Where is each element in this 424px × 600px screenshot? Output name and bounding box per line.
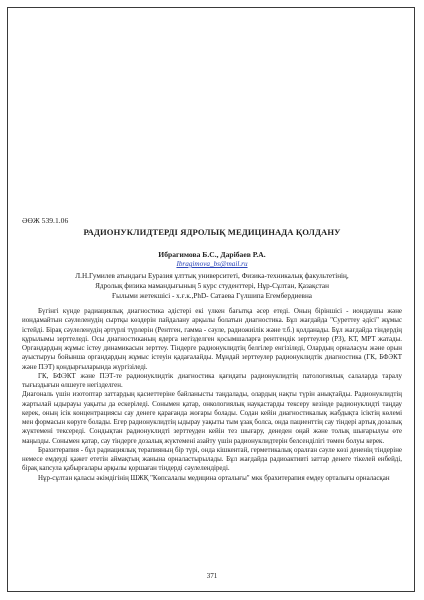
affiliation-university: Л.Н.Гумилев атындағы Еуразия ұлттық университеті, Физика-техникалық факультетінің, bbox=[75, 272, 349, 280]
paper-title: РАДИОНУКЛИДТЕРДІ ЯДРОЛЫҚ МЕДИЦИНАДА ҚОЛДАНУ bbox=[83, 227, 341, 237]
paragraph-brachytherapy: Брахитерапия - бұл радиациялық терапияның бір түрі, онда кішкентай, герметикалық оралған сәуле көзі дененің тіндеріне немесе емдеуді қажет ететін аймақтың жанына орналастырылады. Бұл жағдайда радиоактивті заттар денеге тікелей енбейді, бірақ капсула қабырғалары арқылы қоршаған тіндерді сәулелендіреді. bbox=[22, 445, 402, 473]
affiliation-supervisor: Ғылыми жетекшісі - х.ғ.к.,PhD- Сатаева Гүлшипа Егембердиевна bbox=[112, 292, 312, 300]
author-list: Ибрагимова Б.С., Дарібаев Р.А. bbox=[158, 250, 266, 259]
page-frame bbox=[7, 7, 415, 592]
paragraph-isotopes: Диагональ үшін изотоптар заттардың қасиеттеріне байланысты таңдалады, олардың нақты түрін анықтайды. Радионуклидтің жартылай ыдырауы уақыты да ескеріледі. Сонымен қатар, онкологиялық науқастарды тексеру кезінде радионуклидті таңдау керек, оның ісік концентрациясы сау денеге қарағанда жоғары болады. Содан кейін диагностикалық жабдықта ісіктің көлемі мен формасын көруге болады. Егер радионуклидтің ыдырау уақыты тым ұзақ болса, онда пациенттің сау тіндері артық дозалық жүктемені тексереді. Сондықтан радионуклидті зерттеуден кейін тез шығару, денеден оңай және толық шығарылуы өте маңызды. Сонымен қатар, сау тіндерге дозалық жүктемені азайту үшін радионуклидтерін белсенділігі төмен болуы керек. bbox=[22, 390, 402, 445]
paragraph-intro: Бүгінгі күнде радиациялық диагностика әдістері екі үлкен бағытқа әсер етеді. Оның біріншісі - иондаушы және иондамайтын сәулеленудің сыртқы көздерін пайдалану арқылы болатын диагностика. Бұл жағдайда "Суреттеу әдісі" жұмыс істейді. Бірақ сәулеленудің әртүрлі түрлерін (Рентген, гамма - сәуле, радиожиілік және т.б.) қолданады. Бұл жағдайда тіндердің құрылымы зерттеледі. Осы диагностиканың ядерга негізделген қосымшаларға рентгендік зерттеулер (РЗ), КТ, МРТ жатады. Органдардың жұмыс істеу динамикасын зерттеу. Тіндерге радионуклидтің белгілер енгізіледі, Олардың орналасуы және орын ауыстыруы бойынша органдардың жұмыс істеуін қадағалайды. Мұндай зерттеулер радионуклидтік диагностика (ГК, БФЭКТ және ПЭТ) қондырғыларында жүргізіледі. bbox=[22, 307, 402, 371]
author-email-link[interactable]: Ibragimova_bs@mail.ru bbox=[176, 260, 248, 268]
udc-code: ӘӨЖ 539.1.06 bbox=[22, 216, 69, 225]
paragraph-center: Нұр-сұлтан қаласы әкімдігінің ШЖҚ "Көпсалалы медицина орталығы" мкк брахитерапия емдеу орталығы орналасқан bbox=[38, 473, 390, 482]
affiliation-program: Ядролық физика мамандығының 5 курс студенттері, Нұр-Сұлтан, Қазақстан bbox=[95, 282, 329, 290]
paragraph-principle: ГК, БФЭКТ және ПЭТ-те радионуклидтік диагностика қағидаты радионуклидтің патологиялық салаларда таралу тығыздығын өлшеуге негізделген. bbox=[22, 371, 402, 389]
paper-page bbox=[22, 16, 402, 584]
body-text bbox=[22, 307, 402, 483]
page-number: 371 bbox=[206, 572, 218, 580]
